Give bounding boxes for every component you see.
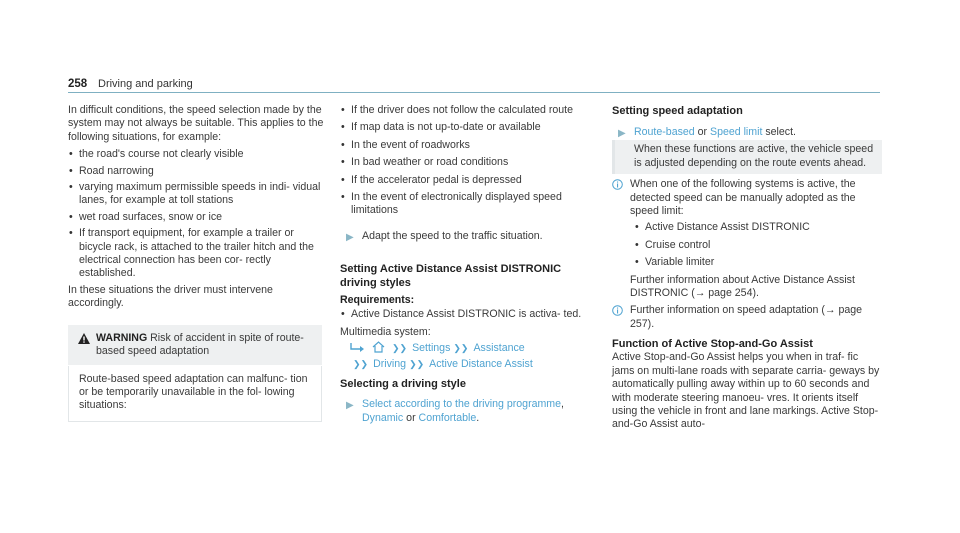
list-item: • In the event of roadworks (340, 139, 600, 152)
chevron-right-icon: ❯❯ (409, 358, 425, 369)
section-title: Setting speed adaptation (612, 105, 743, 117)
option-select-programme[interactable]: Select according to the driving programme (362, 398, 562, 411)
action-text: Adapt the speed to the traffic situation. (362, 229, 543, 242)
conditions-list-continued (340, 104, 600, 218)
conditions-list (68, 148, 324, 281)
list-item: • wet road surfaces, snow or ice (68, 211, 324, 224)
list-item: • In bad weather or road conditions (340, 156, 600, 169)
list-item: • In the event of electronically displayed speed limitations (340, 191, 600, 218)
list-item: • Cruise control (634, 239, 882, 252)
path-settings[interactable]: Settings (412, 342, 451, 355)
list-item: • Active Distance Assist DISTRONIC is activa- ted. (340, 308, 600, 321)
warning-box (68, 325, 322, 422)
option-comfortable[interactable]: Comfortable (418, 411, 477, 424)
column-left (68, 104, 324, 422)
warning-header (68, 325, 322, 366)
chevron-right-icon: ❯❯ (392, 343, 408, 354)
path-active-distance-assist[interactable]: Active Distance Assist (429, 357, 533, 370)
list-item: • If the driver does not follow the calculated route (340, 104, 600, 117)
action-step: ▶ Select according to the driving programme, Dynamic or Comfortable. (340, 398, 600, 425)
list-item: • Road narrowing (68, 165, 324, 178)
action-step: ▶ Route-based or Speed limit select. (612, 126, 882, 140)
intro-paragraph: In difficult conditions, the speed selection made by the system may not always be suitable. This applies to the following situations, for example: (68, 104, 324, 143)
warning-body: Route-based speed adaptation can malfunc- tion or be temporarily unavailable in the fol- lowing situations: (68, 366, 322, 422)
function-description: Active Stop-and-Go Assist helps you when in traf- fic jams on multi-lane roads with separate carria- geways by automatically pulling away within up to 60 seconds and with moderate steering manoeu- vres. It orients itself using the vehicle in front and lane markings. Active Stop-and-Go Assist auto- (612, 351, 880, 431)
systems-list (630, 221, 882, 269)
subsection-title: Function of Active Stop-and-Go Assist (612, 338, 813, 351)
list-item: • If map data is not up-to-date or available (340, 121, 600, 134)
info-text: Further information on speed adaptation (→ page 257). (630, 304, 863, 330)
list-item: • the road's course not clearly visible (68, 148, 324, 161)
chapter-title: Driving and parking (98, 78, 193, 90)
return-arrow-icon (350, 343, 364, 357)
info-icon (612, 304, 630, 331)
chevron-right-icon: ❯❯ (353, 358, 369, 369)
play-arrow-icon: ▶ (618, 128, 626, 139)
list-item: • If transport equipment, for example a trailer or bicycle rack, is attached to the trailer hitch and the electrical connection has been cor- rectly established. (68, 227, 324, 281)
play-arrow-icon: ▶ (346, 400, 354, 412)
path-assistance[interactable]: Assistance (473, 342, 525, 355)
option-speed-limit[interactable]: Speed limit (710, 126, 763, 138)
warning-label: WARNING (96, 331, 148, 344)
info-text: When one of the following systems is active, the detected speed can be manually adopted as the speed limit: (630, 178, 856, 218)
outro-paragraph: In these situations the driver must intervene accordingly. (68, 283, 273, 310)
info-icon (612, 178, 630, 300)
warning-triangle-icon (78, 332, 96, 359)
page-header (68, 78, 880, 93)
list-item: • varying maximum permissible speeds in indi- vidual lanes, for example at toll stations (68, 181, 324, 208)
play-arrow-icon: ▶ (346, 231, 354, 243)
column-right (612, 104, 882, 432)
multimedia-label: Multimedia system: (340, 326, 431, 339)
page-number: 258 (68, 78, 88, 90)
section-title: Setting Active Distance Assist DISTRONIC driving styles (340, 263, 562, 290)
chevron-right-icon: ❯❯ (453, 343, 469, 354)
option-route-based[interactable]: Route-based (634, 126, 695, 138)
subsection-title: Selecting a driving style (340, 378, 466, 391)
warning-title: Risk of accident in spite of route-based speed adaptation (96, 331, 304, 358)
path-driving[interactable]: Driving (373, 357, 407, 370)
info-note (612, 304, 882, 331)
menu-path (340, 341, 600, 371)
info-reference: Further information about Active Distance Assist DISTRONIC (→ page 254). (630, 273, 855, 300)
column-middle (340, 104, 600, 427)
requirements-label: Requirements: (340, 294, 415, 307)
action-step (340, 230, 600, 244)
option-dynamic[interactable]: Dynamic (362, 411, 404, 424)
list-item: • If the accelerator pedal is depressed (340, 174, 600, 187)
list-item: • Variable limiter (634, 256, 882, 269)
requirements-list (340, 308, 600, 321)
info-note (612, 178, 882, 300)
home-icon[interactable] (372, 341, 385, 357)
list-item: • Active Distance Assist DISTRONIC (634, 221, 882, 234)
action-result: When these functions are active, the vehicle speed is adjusted depending on the route events ahead. (612, 140, 882, 174)
